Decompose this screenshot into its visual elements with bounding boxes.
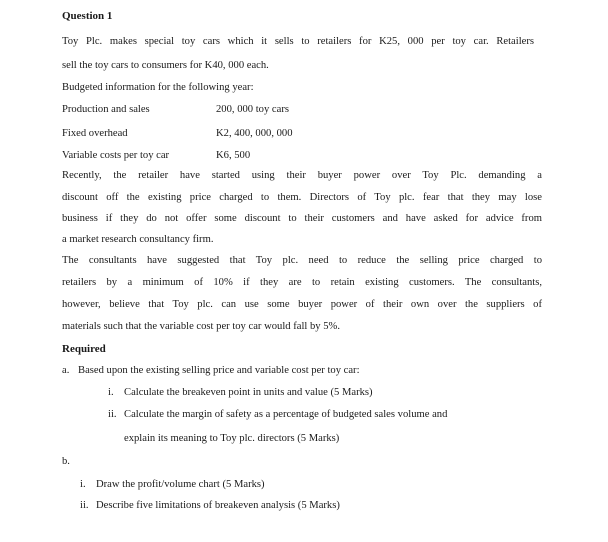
part-a-item-text-cont: explain its meaning to Toy plc. directors (5 Marks) bbox=[124, 433, 340, 444]
part-b-item-marker: ii. bbox=[80, 500, 89, 511]
paragraph1-line-1: Recently, the retailer have started using their buyer power over Toy Plc. demanding a bbox=[62, 170, 542, 181]
budget-value: K6, 500 bbox=[216, 150, 251, 161]
budget-row bbox=[62, 103, 362, 116]
part-a-item-text: Calculate the breakeven point in units and value (5 Marks) bbox=[124, 387, 373, 398]
budget-label: Fixed overhead bbox=[62, 128, 128, 139]
paragraph1-line-3: business if they do not offer some discount to their customers and have asked for advice from bbox=[62, 213, 542, 224]
part-a-marker: a. bbox=[62, 365, 70, 376]
part-b-item-text: Describe five limitations of breakeven analysis (5 Marks) bbox=[96, 500, 340, 511]
required-heading: Required bbox=[62, 343, 106, 355]
part-a-text: Based upon the existing selling price and variable cost per toy car: bbox=[78, 365, 360, 376]
paragraph1-line-4: a market research consultancy firm. bbox=[62, 234, 214, 245]
part-b-item-text: Draw the profit/volume chart (5 Marks) bbox=[96, 479, 265, 490]
budget-row bbox=[62, 149, 362, 162]
budget-label: Production and sales bbox=[62, 104, 150, 115]
part-a-item-marker: i. bbox=[108, 387, 114, 398]
paragraph2-line-2: retailers by a minimum of 10% if they are to retain existing customers. The consultants, bbox=[62, 277, 542, 288]
budget-row bbox=[62, 127, 362, 140]
intro-line-1: Toy Plc. makes special toy cars which it sells to retailers for K25, 000 per toy car. Retailers bbox=[62, 36, 534, 47]
budget-value: 200, 000 toy cars bbox=[216, 104, 289, 115]
paragraph1-line-2: discount off the existing price charged to them. Directors of Toy plc. fear that they may lose bbox=[62, 192, 542, 203]
intro-line-2: sell the toy cars to consumers for K40, 000 each. bbox=[62, 60, 269, 71]
part-b-marker: b. bbox=[62, 456, 70, 467]
part-a-item-marker: ii. bbox=[108, 409, 117, 420]
part-a-item-text: Calculate the margin of safety as a percentage of budgeted sales volume and bbox=[124, 409, 448, 420]
budget-label: Variable costs per toy car bbox=[62, 150, 170, 161]
budget-heading: Budgeted information for the following year: bbox=[62, 82, 254, 93]
paragraph2-line-3: however, believe that Toy plc. can use some buyer power of their own over the suppliers of bbox=[62, 299, 542, 310]
paragraph2-line-1: The consultants have suggested that Toy plc. need to reduce the selling price charged to bbox=[62, 255, 542, 266]
question-title: Question 1 bbox=[62, 10, 113, 22]
part-b-item-marker: i. bbox=[80, 479, 86, 490]
budget-value: K2, 400, 000, 000 bbox=[216, 128, 293, 139]
paragraph2-line-4: materials such that the variable cost per toy car would fall by 5%. bbox=[62, 321, 340, 332]
